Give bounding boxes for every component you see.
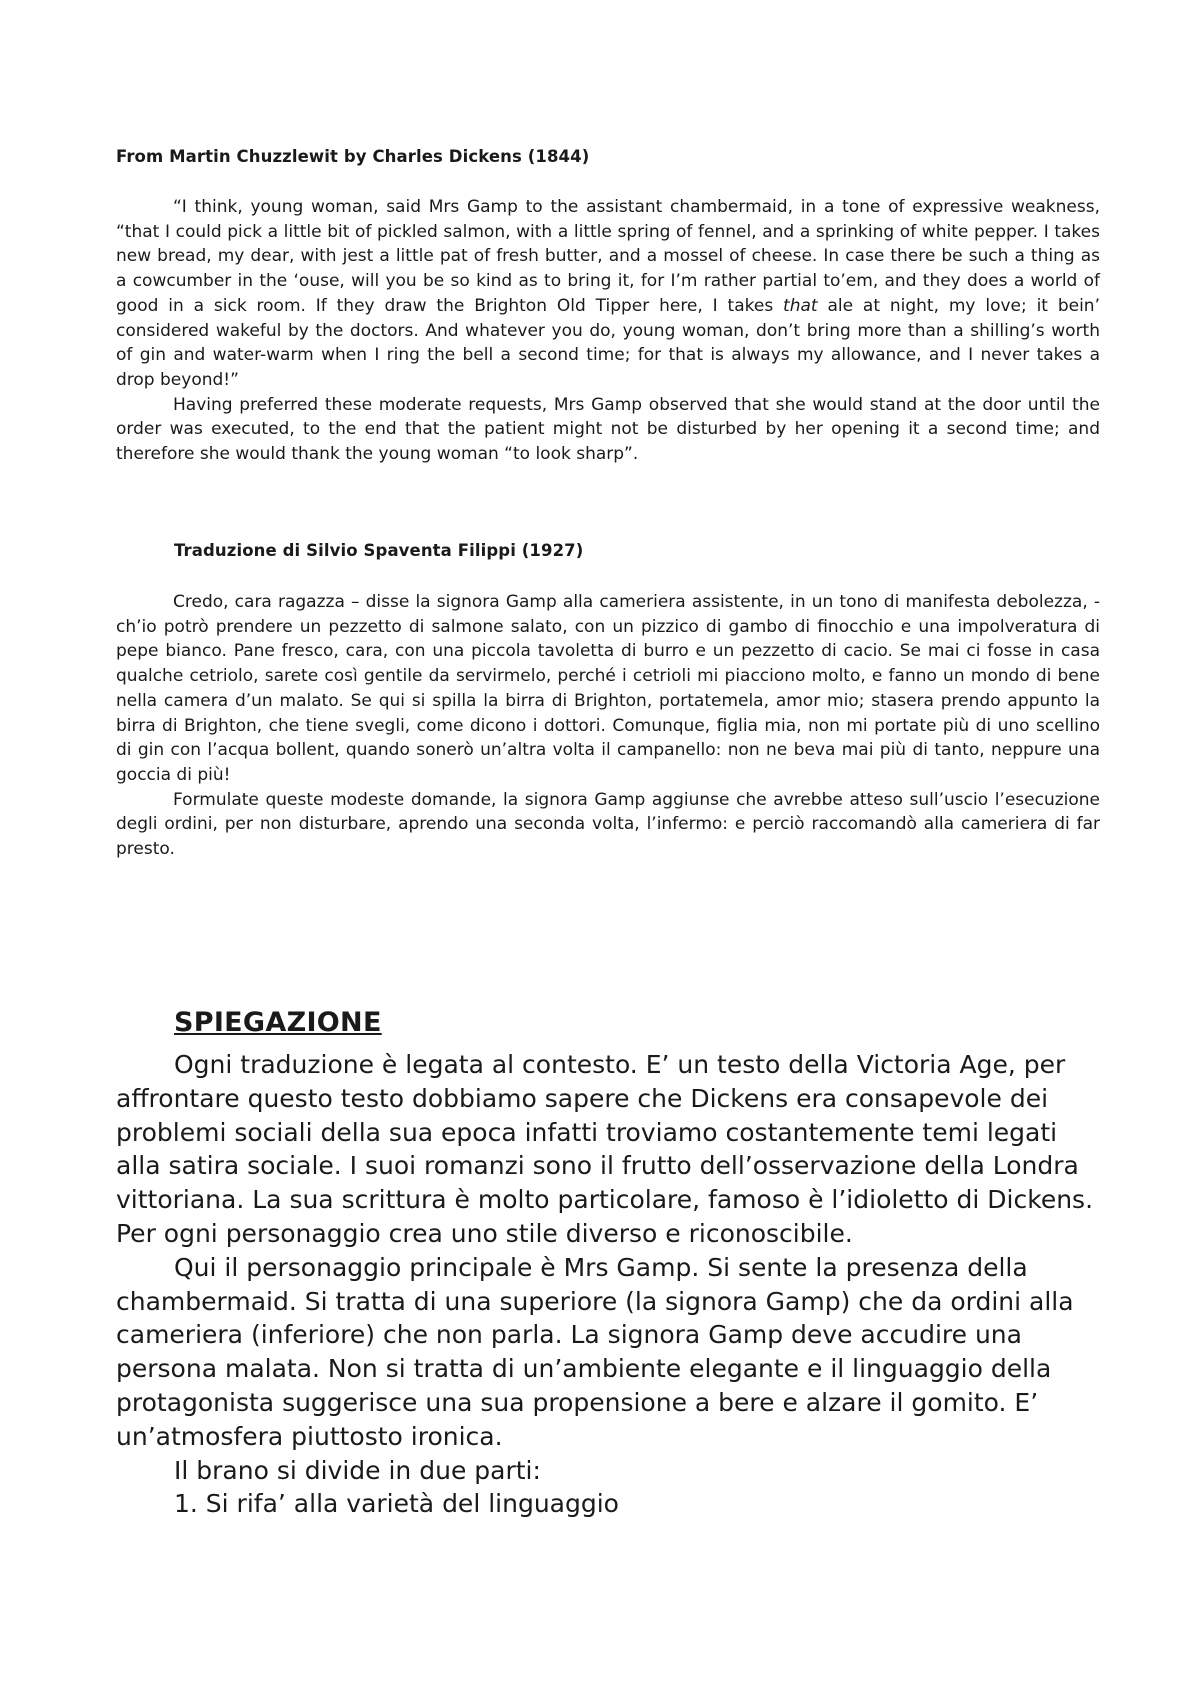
english-paragraph-1-rest: ale at night, my love; it bein’ considered wakeful by the doctors. And whatever you do, young woman, don’t bring more than a shilling’s worth of gin and water-warm when I ring the bell a second time; for that is always my allowance, and I never takes a drop beyond!” xyxy=(116,295,1100,390)
italian-paragraph-1: Credo, cara ragazza – disse la signora Gamp alla cameriera assistente, in un tono di manifesta debolezza, - ch’io potrò prendere un pezzetto di salmone salato, con un pizzico di gambo di finocchio e una impolveratura di pepe bianco. Pane fresco, cara, con una piccola tavoletta di burro e un pezzetto di cacio. Se mai ci fosse in casa qualche cetriolo, sarete così gentile da servirmelo, perché i cetrioli mi piacciono molto, e fanno un mondo di bene nella camera d’un malato. Se qui si spilla la birra di Brighton, portatemela, amor mio; stasera prendo appunto la birra di Brighton, che tiene svegli, come dicono i dottori. Comunque, figlia mia, non mi portate più di uno scellino di gin con l’acqua bollent, quando sonerò un’altra volta il campanello: non ne beva mai più di tanto, neppure una goccia di più! xyxy=(116,592,1100,785)
italian-paragraph-2: Formulate queste modeste domande, la signora Gamp aggiunse che avrebbe atteso sull’uscio l’esecuzione degli ordini, per non disturbare, aprendo una seconda volta, l’infermo: e perciò raccomandò alla cameriera di far presto. xyxy=(116,789,1100,860)
english-paragraph-2: Having preferred these moderate requests, Mrs Gamp observed that she would stand at the door until the order was executed, to the end that the patient might not be disturbed by her opening it a second time; and therefore she would thank the young woman “to look sharp”. xyxy=(116,394,1100,465)
english-paragraph-1-text: “I think, young woman, said Mrs Gamp to the assistant chambermaid, in a tone of expressive weakness, “that I could pick a little bit of pickled salmon, with a little spring of fennel, and a sprinking of white pepper. I takes new bread, my dear, with jest a little pat of fresh butter, and a mossel of cheese. In case there be such a thing as a cowcumber in the ‘ouse, will you be so kind as to bring it, for I’m rather partial to’em, and they does a world of good in a sick room. If they draw the Brighton Old Tipper here, I takes xyxy=(116,197,1100,316)
english-passage xyxy=(116,195,1100,467)
italian-passage xyxy=(116,590,1100,862)
explanation-heading: SPIEGAZIONE xyxy=(174,1007,382,1038)
explanation-paragraph-1: Ogni traduzione è legata al contesto. E’ un testo della Victoria Age, per affrontare questo testo dobbiamo sapere che Dickens era consapevole dei problemi sociali della sua epoca infatti troviamo costantemente temi legati alla satira sociale. I suoi romanzi sono il frutto dell’osservazione della Londra vittoriana. La sua scrittura è molto particolare, famoso è l’idioletto di Dickens. Per ogni personaggio crea uno stile diverso e riconoscibile. xyxy=(116,1050,1094,1248)
explanation-paragraph-2: Qui il personaggio principale è Mrs Gamp. Si sente la presenza della chambermaid. Si tratta di una superiore (la signora Gamp) che da ordini alla cameriera (inferiore) che non parla. La signora Gamp deve accudire una persona malata. Non si tratta di un’ambiente elegante e il linguaggio della protagonista suggerisce una sua propensione a bere e alzare il gomito. E’ un’atmosfera piuttosto ironica. xyxy=(116,1252,1074,1451)
explanation-paragraph-3: Il brano si divide in due parti: xyxy=(174,1455,541,1485)
english-source-heading: From Martin Chuzzlewit by Charles Dickens (1844) xyxy=(116,147,590,166)
italian-translation-heading: Traduzione di Silvio Spaventa Filippi (1927) xyxy=(174,541,584,560)
explanation-list-item-1: 1. Si rifa’ alla varietà del linguaggio xyxy=(174,1489,619,1519)
explanation-body xyxy=(116,1048,1100,1521)
english-paragraph-1 xyxy=(116,195,1100,393)
english-emphasis-that: that xyxy=(783,295,818,316)
